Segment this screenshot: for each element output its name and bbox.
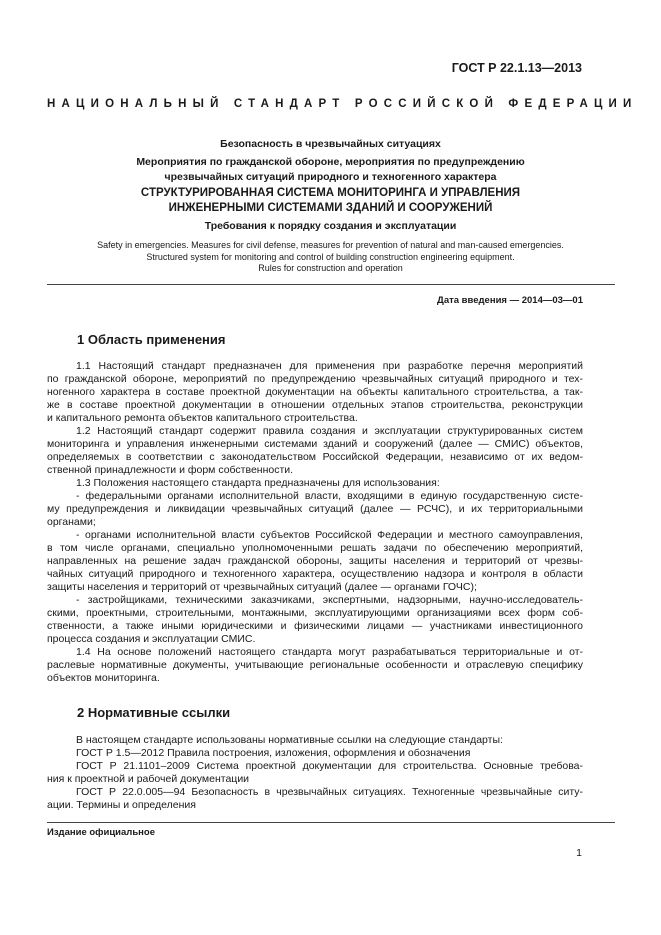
- section-heading: 2 Нормативные ссылки: [77, 705, 231, 720]
- text-line: - застройщиками, техническими заказчиками, экспертными, надзорными, научно-исследователь-: [76, 594, 583, 606]
- title-subtitle: Требования к порядку создания и эксплуатации: [204, 220, 457, 232]
- intro-date: Дата введения — 2014—03—01: [437, 295, 583, 306]
- gost-number: ГОСТ Р 22.1.13—2013: [451, 61, 582, 75]
- text-line: процесса создания и эксплуатации СМИС.: [47, 633, 256, 645]
- text-line: раслевые нормативные документы, учитывающие региональные особенности и отраслевую специфику: [47, 659, 583, 671]
- text-line: по гражданской обороне, мероприятий по предупреждению чрезвычайных ситуаций природного и тех-: [47, 373, 583, 385]
- text-line: скими, проектными, строительными, монтажными, эксплуатирующими организациями всех форм соб-: [47, 607, 583, 619]
- text-line: му предупреждения и ликвидации чрезвычайных ситуаций (далее — РСЧС), и их территориальными: [47, 503, 583, 515]
- text-line: в том числе органами, специально уполномоченными решать задачи по обеспечению мероприятий,: [47, 542, 583, 554]
- title-main-line: ИНЖЕНЕРНЫМИ СИСТЕМАМИ ЗДАНИЙ И СООРУЖЕНИЙ: [168, 201, 493, 214]
- text-line: ГОСТ Р 21.1101–2009 Система проектной документации для строительства. Основные требова-: [76, 760, 583, 772]
- text-line: защиты населения и территорий от чрезвычайных ситуаций (далее — органами ГОЧС);: [47, 581, 477, 593]
- page-number: 1: [576, 847, 582, 859]
- text-line: 1.4 На основе положений настоящего стандарта могут разрабатываться территориальные и от-: [76, 646, 583, 658]
- text-line: 1.1 Настоящий стандарт предназначен для применения при разработке перечня мероприятий: [76, 360, 583, 372]
- text-line: 1.3 Положения настоящего стандарта предназначены для использования:: [76, 477, 440, 489]
- text-line: определяемых в соответствии с законодательством Российской Федерации, независимо от их ведом-: [47, 451, 583, 463]
- footer-rule: [47, 822, 615, 823]
- text-line: направленных на решение задач гражданской обороны, защиты населения и территорий от чрезвы-: [47, 555, 583, 567]
- english-title-line: Structured system for monitoring and control of building construction engineering equipment.: [146, 251, 515, 262]
- text-line: ации. Термины и определения: [47, 799, 196, 811]
- title-main-line: СТРУКТУРИРОВАННАЯ СИСТЕМА МОНИТОРИНГА И УПРАВЛЕНИЯ: [140, 187, 521, 199]
- title-english: [40, 240, 621, 275]
- text-line: объектов мониторинга.: [47, 672, 160, 684]
- official-edition-label: Издание официальное: [47, 827, 155, 838]
- text-line: и капитального ремонта объектов капитального строительства.: [47, 412, 358, 424]
- title-measures: [40, 155, 621, 185]
- text-line: ния к проектной и рабочей документации: [47, 773, 250, 785]
- text-line: ственной принадлежности и форм собственности.: [47, 464, 294, 476]
- section-heading: 1 Область применения: [77, 332, 226, 347]
- top-rule: [47, 284, 615, 285]
- title-measures-line: Мероприятия по гражданской обороне, мероприятия по предупреждению: [136, 156, 525, 168]
- title-measures-line: чрезвычайных ситуаций природного и техногенного характера: [164, 171, 497, 183]
- text-line: же в составе проектной документации в отношении отдельных этапов строительства, реконструкции: [47, 399, 583, 411]
- text-line: ственности, а также иными юридическими и физическими лицами — участниками инвестиционного: [47, 620, 583, 632]
- standard-banner: НАЦИОНАЛЬНЫЙ СТАНДАРТ РОССИЙСКОЙ ФЕДЕРАЦИИ: [47, 98, 638, 110]
- text-line: ГОСТ Р 1.5—2012 Правила построения, изложения, оформления и обозначения: [76, 747, 471, 759]
- text-line: чайных ситуаций природного и техногенного характера, осуществлению надзора и контроля в области: [47, 568, 583, 580]
- english-title-line: Safety in emergencies. Measures for civil defense, measures for prevention of natural and man-caused emergencies.: [97, 240, 564, 250]
- title-main: [40, 186, 621, 215]
- text-line: - федеральными органами исполнительной власти, входящими в единую государственную систе-: [76, 490, 583, 502]
- text-line: ногенного характера в составе проектной документации на объекты капитального строительства, а так-: [47, 386, 583, 398]
- title-series: Безопасность в чрезвычайных ситуациях: [220, 138, 441, 150]
- text-line: мониторинга и управления инженерными системами зданий и сооружений (далее — СМИС) объектов,: [47, 438, 583, 450]
- text-line: 1.2 Настоящий стандарт содержит правила создания и эксплуатации структурированных систем: [76, 425, 583, 437]
- text-line: ГОСТ Р 22.0.005—94 Безопасность в чрезвычайных ситуациях. Техногенные чрезвычайные ситу-: [76, 786, 583, 798]
- english-title-line: Rules for construction and operation: [258, 263, 403, 274]
- text-line: - органами исполнительной власти субъектов Российской Федерации и местного самоуправления,: [76, 529, 583, 541]
- text-line: органами;: [47, 516, 96, 528]
- text-line: В настоящем стандарте использованы нормативные ссылки на следующие стандарты:: [76, 734, 503, 746]
